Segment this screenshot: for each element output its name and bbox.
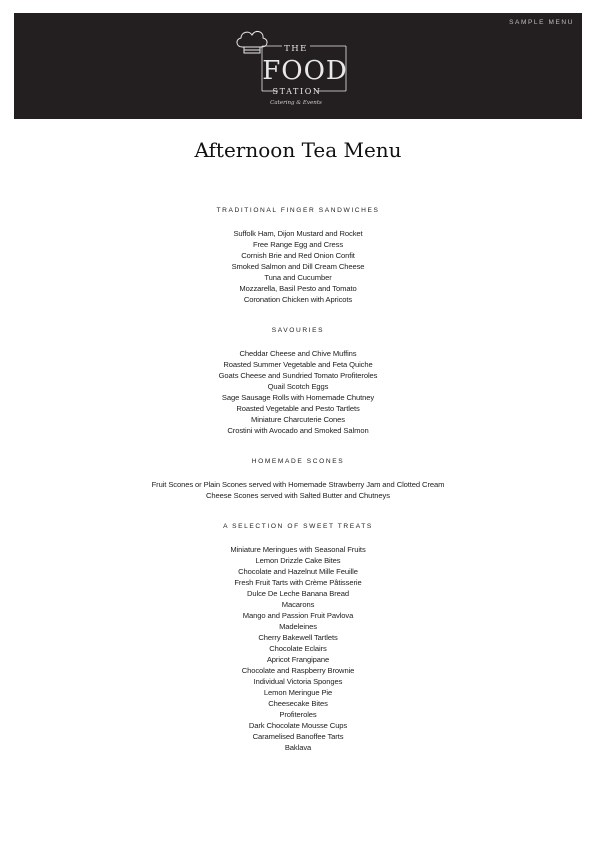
menu-item: Free Range Egg and Cress [252,240,344,249]
menu-item: Profiteroles [279,710,317,719]
sample-menu-label: SAMPLE MENU [509,19,574,26]
menu-item: Miniature Charcuterie Cones [251,415,345,424]
menu-item: Baklava [284,743,312,752]
menu-item: Madeleines [279,622,317,631]
menu-item: Roasted Summer Vegetable and Feta Quiche [223,360,373,369]
menu-item: Roasted Vegetable and Pesto Tartlets [236,404,360,413]
menu-item: Fresh Fruit Tarts with Crème Pâtisserie [234,578,362,587]
menu-item: Quail Scotch Eggs [267,382,329,391]
section-sweet-treats [0,522,596,753]
section-heading: TRADITIONAL FINGER SANDWICHES [216,207,380,214]
menu-item: Cheese Scones served with Salted Butter and Chutneys [206,491,390,500]
menu-item: Cheesecake Bites [268,699,328,708]
menu-item: Crostini with Avocado and Smoked Salmon [227,426,369,435]
header-banner [14,13,582,119]
section-heading: A SELECTION OF SWEET TREATS [223,523,373,530]
menu-item: Caramelised Banoffee Tarts [252,732,344,741]
food-station-logo [14,13,582,119]
menu-item: Chocolate and Hazelnut Mille Feuille [238,567,358,576]
menu-item: Dulce De Leche Banana Bread [247,589,349,598]
logo-the-text: THE [284,44,308,54]
menu-item: Coronation Chicken with Apricots [243,295,353,304]
section-heading: SAVOURIES [271,327,325,334]
chef-hat-icon [237,31,267,53]
section-homemade-scones [0,457,596,501]
menu-item: Macarons [281,600,315,609]
menu-item: Mango and Passion Fruit Pavlova [242,611,354,620]
menu-item: Cherry Bakewell Tartlets [258,633,338,642]
section-finger-sandwiches [0,206,596,305]
menu-item: Chocolate and Raspberry Brownie [241,666,355,675]
menu-item: Apricot Frangipane [266,655,330,664]
menu-item: Cheddar Cheese and Chive Muffins [239,349,357,358]
menu-item: Tuna and Cucumber [264,273,332,282]
menu-item: Chocolate Eclairs [269,644,327,653]
menu-item: Cornish Brie and Red Onion Confit [241,251,355,260]
menu-item: Fruit Scones or Plain Scones served with Homemade Strawberry Jam and Clotted Cream [151,480,445,489]
menu-item: Goats Cheese and Sundried Tomato Profiteroles [218,371,378,380]
page-title: Afternoon Tea Menu [194,138,402,162]
menu-item: Miniature Meringues with Seasonal Fruits [230,545,366,554]
menu-item: Lemon Meringue Pie [263,688,333,697]
section-heading: HOMEMADE SCONES [251,458,345,465]
menu-item: Lemon Drizzle Cake Bites [255,556,341,565]
menu-item: Dark Chocolate Mousse Cups [248,721,348,730]
menu-item: Individual Victoria Sponges [253,677,343,686]
logo-station-text: STATION [272,87,322,96]
logo-food-text: FOOD [262,56,348,86]
menu-item: Sage Sausage Rolls with Homemade Chutney [221,393,375,402]
menu-item: Suffolk Ham, Dijon Mustard and Rocket [233,229,363,238]
menu-item: Smoked Salmon and Dill Cream Cheese [231,262,365,271]
logo-tagline-text: Catering & Events [270,100,322,106]
menu-item: Mozzarella, Basil Pesto and Tomato [239,284,357,293]
section-savouries [0,326,596,436]
menu-sections [0,206,596,774]
